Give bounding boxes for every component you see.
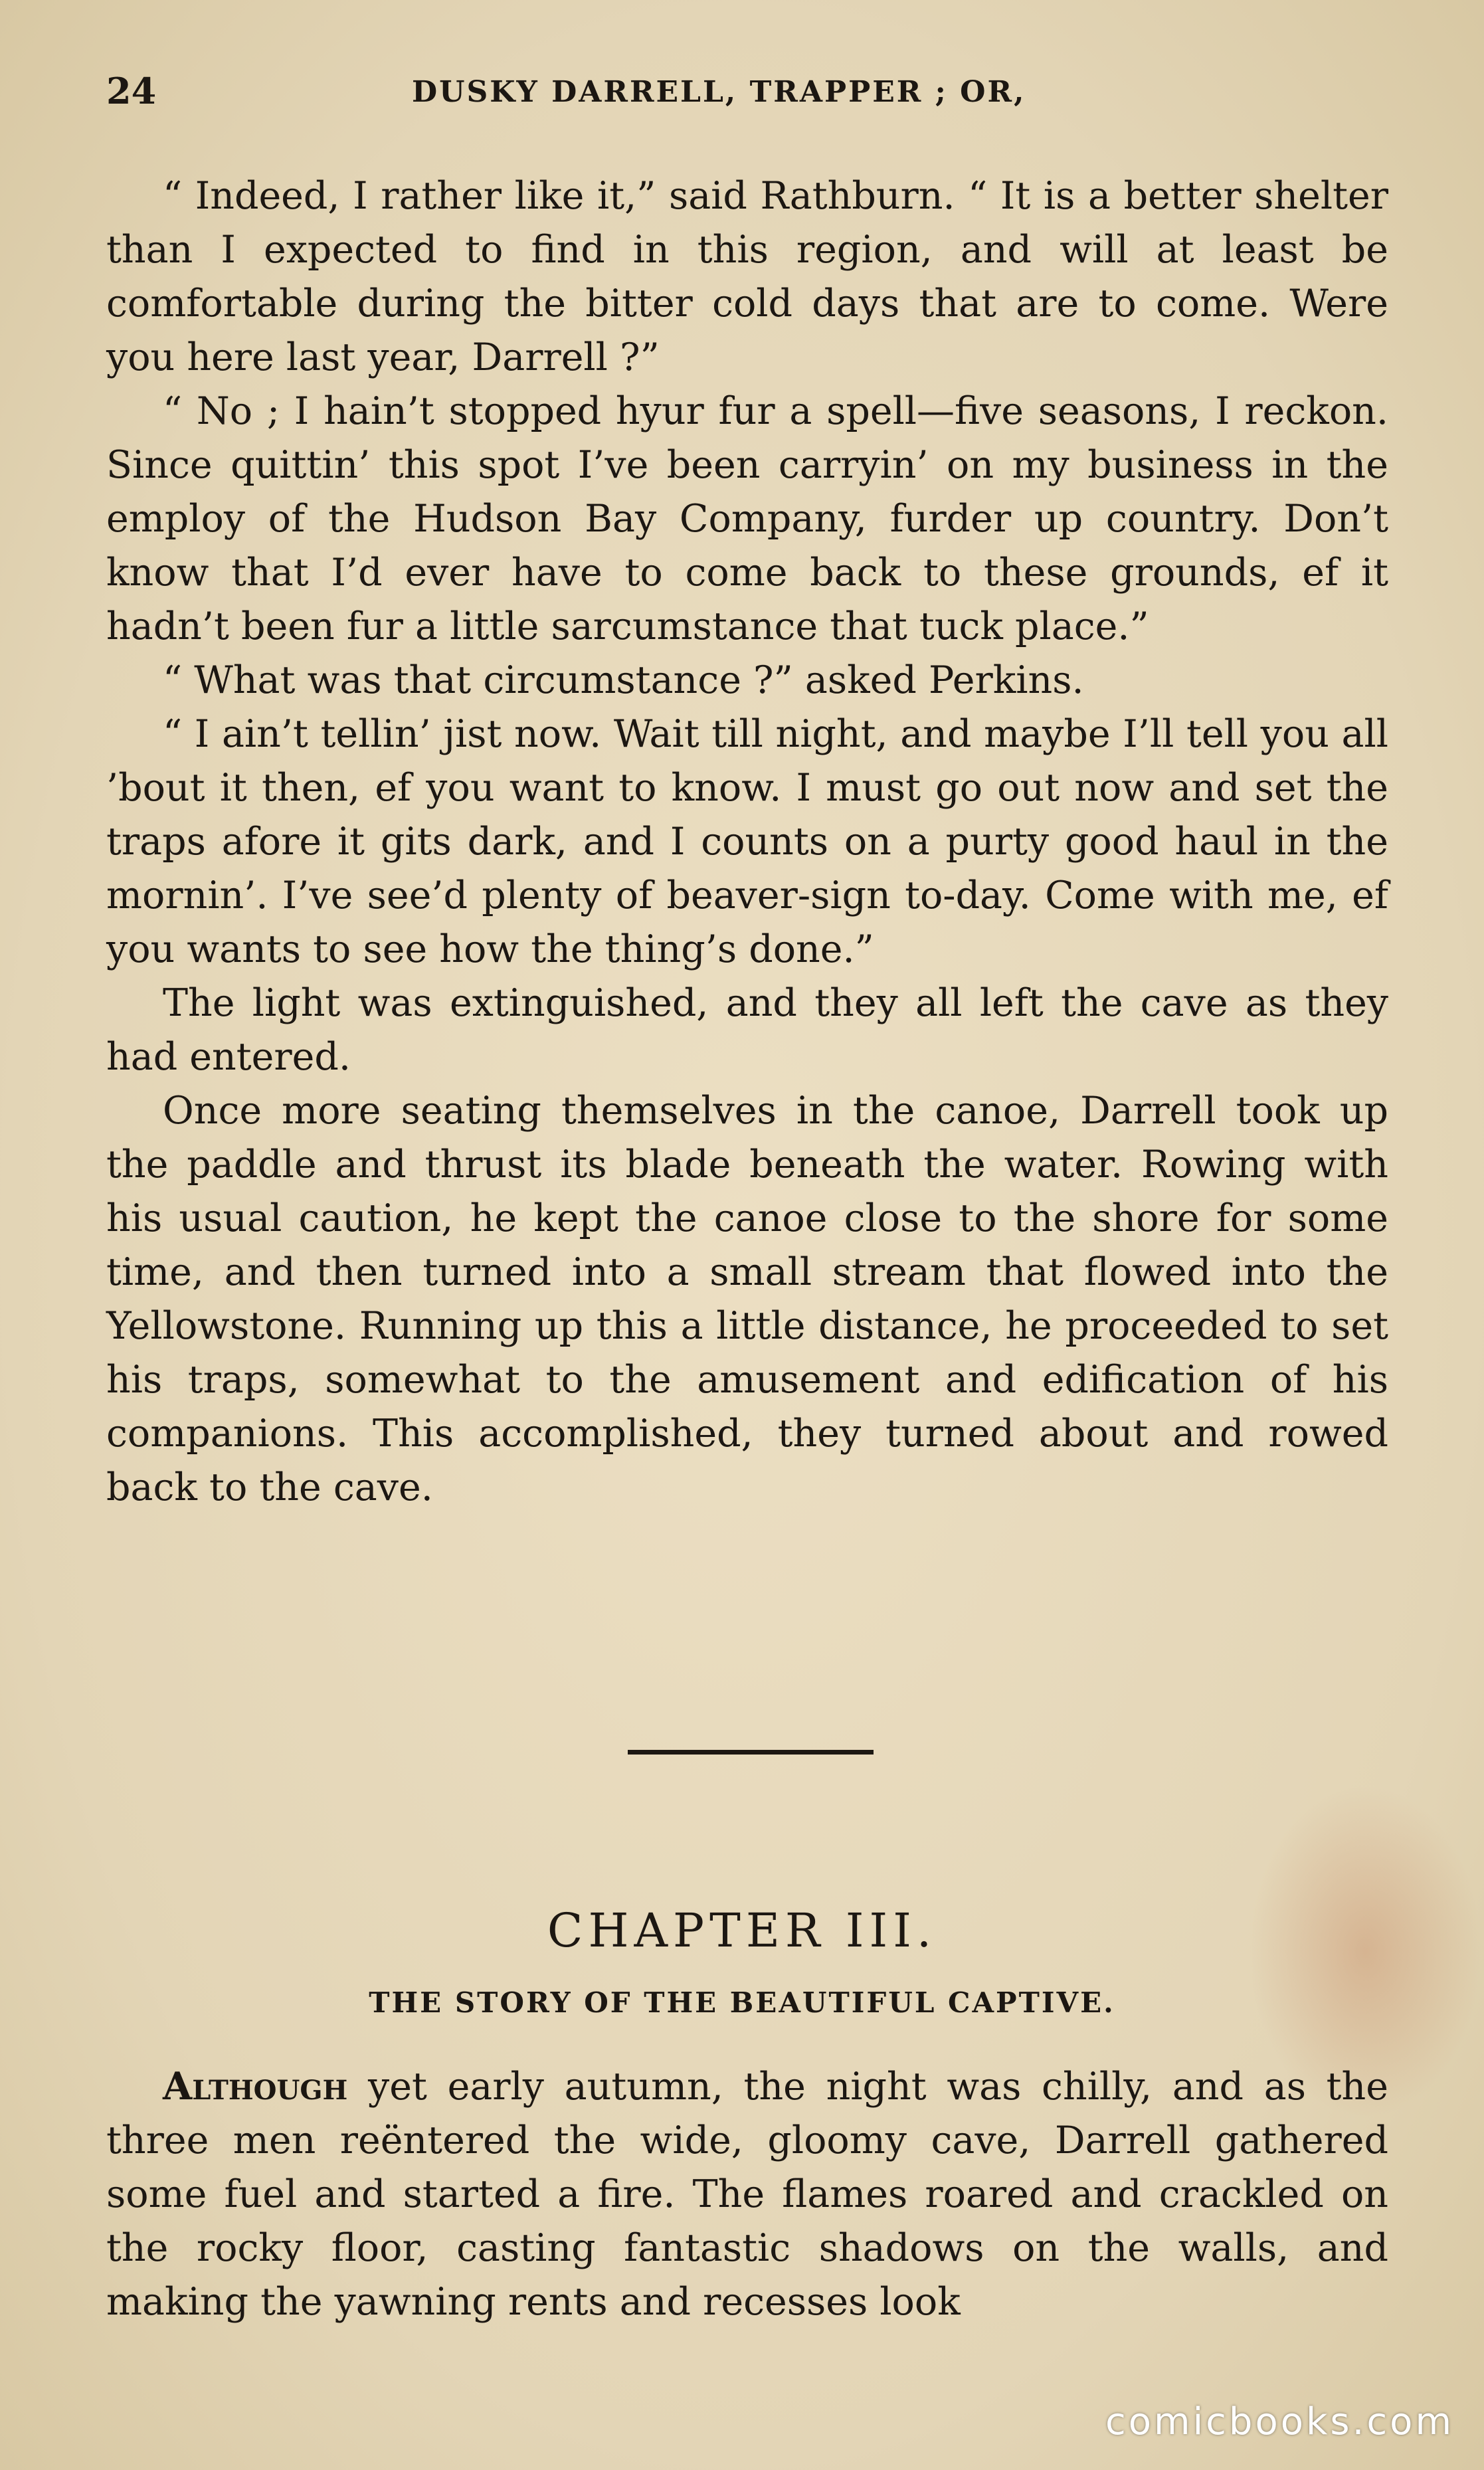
chapter-title: CHAPTER III. [547,1903,937,1958]
chapter-paragraph [106,2059,1388,2329]
running-head: DUSKY DARRELL, TRAPPER ; OR, [412,75,1026,109]
paragraph: “ No ; I hain’t stopped hyur fur a spell—five seasons, I reckon. Since quittin’ this spot I’ve been carryin’ on my business in the employ of the Hudson Bay Company, furder up country. Don’t know that I’d ever have to come back to these grounds, ef it hadn’t been fur a little sarcumstance that tuck place.” [106,389,1388,648]
paragraph: The light was extinguished, and they all left the cave as they had entered. [106,981,1388,1079]
section-divider [628,1750,874,1755]
paragraph: Once more seating themselves in the canoe, Darrell took up the paddle and thrust its blade beneath the water. Rowing with his usual caution, he kept the canoe close to the shore for some time, and then turned into a small stream that flowed into the Yellowstone. Running up this a little distance, he proceeded to set his traps, somewhat to the amusement and edification of his companions. This accomplished, they turned about and rowed back to the cave. [106,1089,1388,1509]
paragraph: “ What was that circumstance ?” asked Perkins. [163,658,1084,702]
paragraph: “ Indeed, I rather like it,” said Rathburn. “ It is a better shelter than I expected to find in this region, and will at least be comfortable during the bitter cold days that are to come. Were you here last year, Darrell ?” [106,174,1388,379]
chapter-text [106,2059,1388,2329]
page-header [106,70,1395,116]
chapter-first-word: Although [163,2064,348,2109]
chapter-subtitle: THE STORY OF THE BEAUTIFUL CAPTIVE. [369,1986,1115,2019]
page-number: 24 [106,70,157,112]
chapter-paragraph-text: yet early autumn, the night was chilly, and as the three men reëntered the wide, gloomy cave, Darrell gathered some fuel and started a fire. The flames roared and crackled on the rocky floor, casting fantastic shadows on the walls, and making the yawning rents and recesses look [106,2065,1388,2324]
body-text [106,169,1388,1515]
paragraph: “ I ain’t tellin’ jist now. Wait till night, and maybe I’ll tell you all ’bout it then, ef you want to know. I must go out now and set the traps afore it gits dark, and I counts on a purty good haul in the mornin’. I’ve see’d plenty of beaver-sign to-day. Come with me, ef you wants to see how the thing’s done.” [106,712,1388,971]
watermark: comicbooks.com [1105,2400,1454,2443]
